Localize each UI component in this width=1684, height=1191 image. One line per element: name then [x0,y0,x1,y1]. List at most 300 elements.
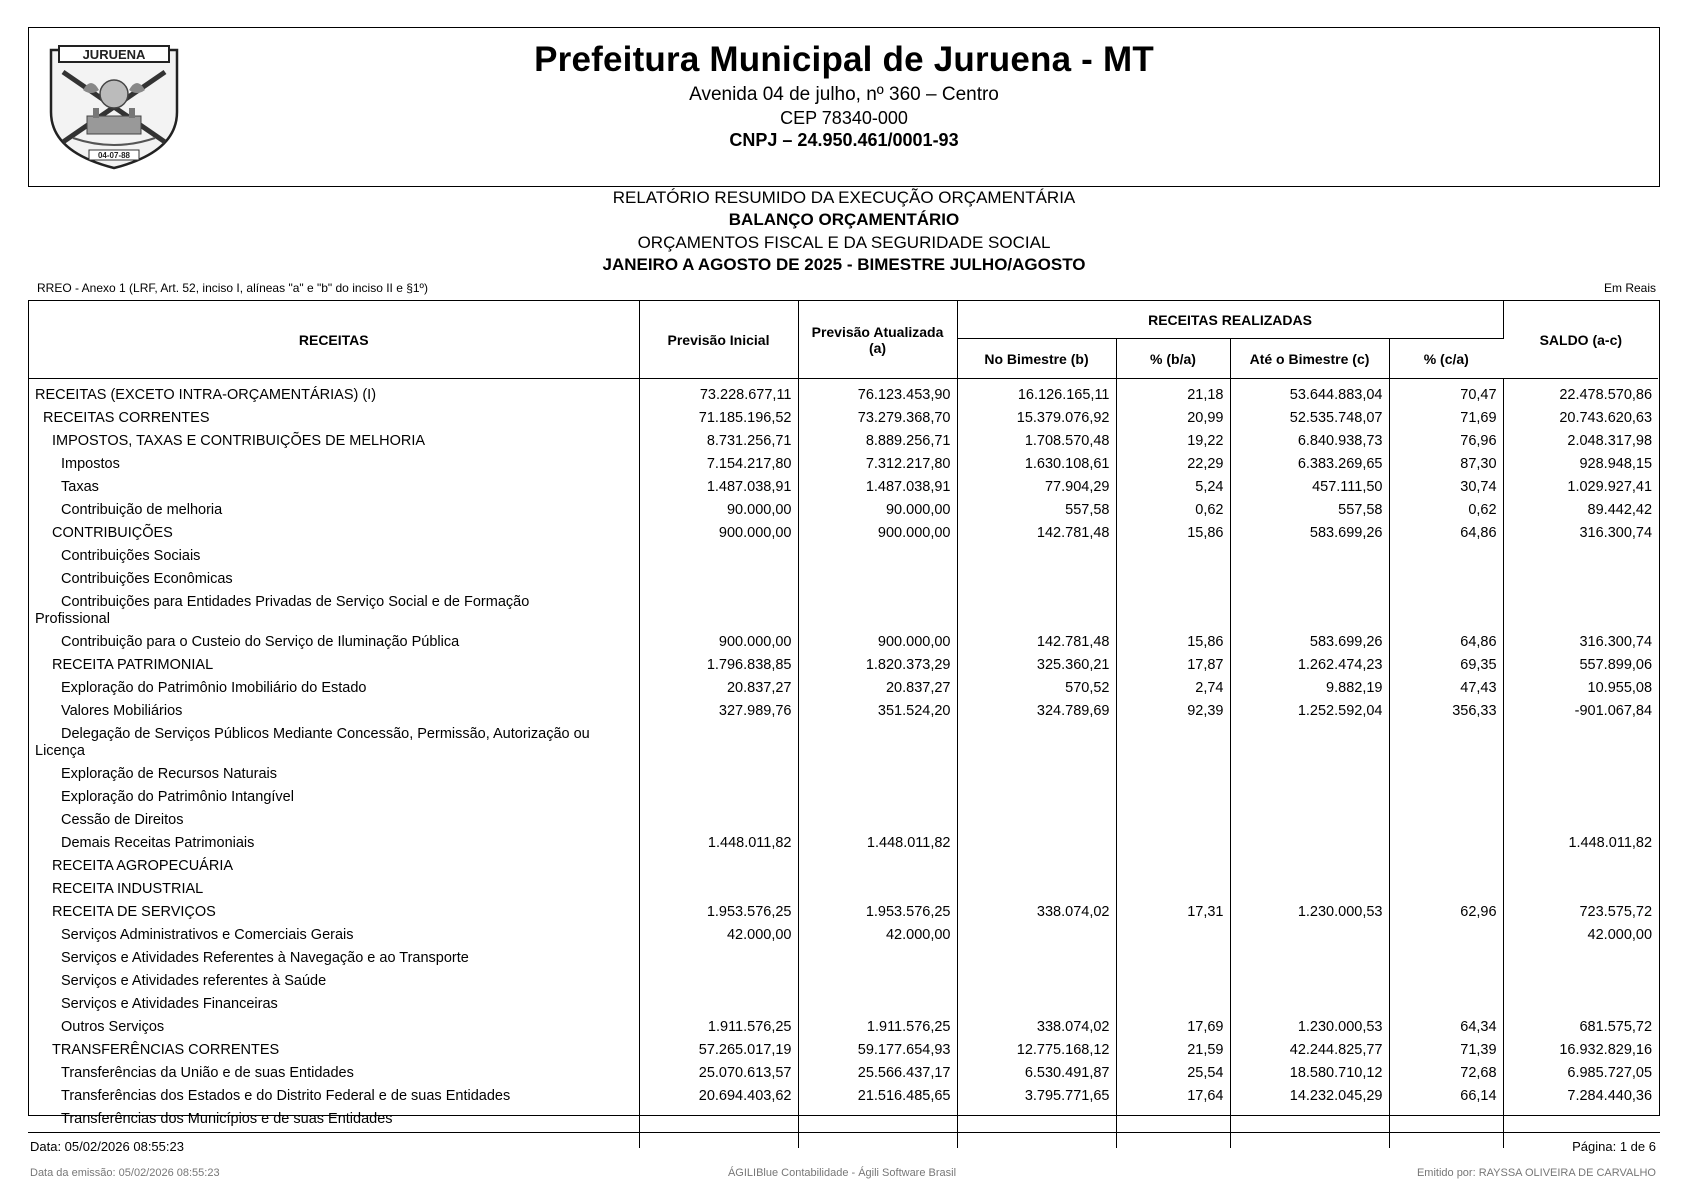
header-pct-ca: % (c/a) [1389,339,1503,379]
row-label-text: Demais Receitas Patrimoniais [61,835,255,851]
report-title-3: ORÇAMENTOS FISCAL E DA SEGURIDADE SOCIAL [637,233,1051,252]
previsao-inicial-cell: 1.487.038,91 [639,473,798,496]
header-previsao-atualizada: Previsão Atualizada (a) [798,301,957,379]
saldo-cell: 2.048.317,98 [1567,433,1653,449]
pct-ca-cell: 72,68 [1389,1059,1503,1082]
pct-ca-cell [1389,588,1503,628]
saldo-cell: 16.932.829,16 [1559,1042,1653,1058]
previsao-inicial-cell [639,967,798,990]
row-label [29,1036,639,1059]
table-row [29,1013,1658,1036]
header-pct-ba: % (b/a) [1116,339,1230,379]
table-row [29,379,1658,405]
ate-bimestre-cell: 1.230.000,53 [1230,898,1389,921]
row-label-text: RECEITA AGROPECUÁRIA [52,858,234,874]
previsao-inicial-cell [639,875,798,898]
row-label-text: Contribuição de melhoria [61,502,223,518]
previsao-atualizada-cell: 351.524,20 [798,697,957,720]
saldo-cell [1503,588,1658,628]
pct-ca-cell [1389,990,1503,1013]
table-row [29,829,1658,852]
ate-bimestre-cell [1230,565,1389,588]
ate-bimestre-cell [1230,806,1389,829]
previsao-inicial-cell [639,852,798,875]
row-label [29,967,639,990]
pct-ba-cell: 17,69 [1116,1013,1230,1036]
previsao-inicial-cell: 900.000,00 [639,628,798,651]
row-label [29,565,639,588]
previsao-inicial-cell: 20.694.403,62 [639,1082,798,1105]
ate-bimestre-cell: 1.252.592,04 [1230,697,1389,720]
budget-table-box [28,300,1660,1127]
pct-ba-cell [1116,588,1230,628]
no-bimestre-cell [957,967,1116,990]
row-label-text: Exploração de Recursos Naturais [61,766,277,782]
row-label-text: RECEITA DE SERVIÇOS [52,904,216,920]
previsao-inicial-cell [639,542,798,565]
pct-ba-cell [1116,565,1230,588]
pct-ba-cell [1116,967,1230,990]
row-label [29,783,639,806]
table-row [29,967,1658,990]
row-label [29,806,639,829]
pct-ba-cell: 17,31 [1116,898,1230,921]
table-row [29,806,1658,829]
table-row [29,1059,1658,1082]
table-row [29,519,1658,542]
header-no-bimestre: No Bimestre (b) [957,339,1116,379]
pct-ca-cell [1389,806,1503,829]
saldo-cell [1503,967,1658,990]
pct-ba-cell [1116,921,1230,944]
previsao-atualizada-cell: 76.123.453,90 [798,379,957,405]
row-label-text: IMPOSTOS, TAXAS E CONTRIBUIÇÕES DE MELHORIA [52,433,426,449]
pct-ba-cell: 22,29 [1116,450,1230,473]
pct-ca-cell [1389,783,1503,806]
pct-ba-cell: 17,64 [1116,1082,1230,1105]
saldo-cell: 681.575,72 [1579,1019,1653,1035]
ate-bimestre-cell: 18.580.710,12 [1230,1059,1389,1082]
previsao-inicial-cell: 25.070.613,57 [639,1059,798,1082]
org-address: Avenida 04 de julho, nº 360 – Centro [689,84,999,105]
previsao-atualizada-cell [798,1105,957,1128]
no-bimestre-cell [957,565,1116,588]
row-label-text: Outros Serviços [61,1019,165,1035]
org-cnpj: CNPJ – 24.950.461/0001-93 [729,130,959,150]
row-label [29,921,639,944]
no-bimestre-cell: 6.530.491,87 [957,1059,1116,1082]
header-ate-bimestre: Até o Bimestre (c) [1230,339,1389,379]
ate-bimestre-cell [1230,990,1389,1013]
table-row [29,473,1658,496]
table-row [29,852,1658,875]
pct-ba-cell: 20,99 [1116,404,1230,427]
saldo-cell: 22.478.570,86 [1559,387,1653,403]
pct-ca-cell [1389,1105,1503,1128]
previsao-atualizada-cell [798,588,957,628]
header-receitas-realizadas: RECEITAS REALIZADAS [957,301,1503,339]
previsao-atualizada-cell: 1.448.011,82 [798,829,957,852]
pct-ca-cell: 64,34 [1389,1013,1503,1036]
row-label [29,519,639,542]
no-bimestre-cell: 12.775.168,12 [957,1036,1116,1059]
ate-bimestre-cell [1230,760,1389,783]
ate-bimestre-cell [1230,783,1389,806]
filler-cell [957,1128,1116,1148]
row-label [29,697,639,720]
pct-ca-cell [1389,720,1503,760]
software-credit: ÁGILIBlue Contabilidade - Ágili Software Brasil [727,1167,957,1179]
ate-bimestre-cell: 457.111,50 [1230,473,1389,496]
no-bimestre-cell: 324.789,69 [957,697,1116,720]
table-row [29,990,1658,1013]
row-label [29,852,639,875]
ate-bimestre-cell: 53.644.883,04 [1230,379,1389,405]
previsao-inicial-cell [639,783,798,806]
ate-bimestre-cell [1230,967,1389,990]
previsao-atualizada-cell: 900.000,00 [798,628,957,651]
table-row [29,875,1658,898]
pct-ca-cell [1389,760,1503,783]
org-cep: CEP 78340-000 [780,108,908,128]
table-row [29,496,1658,519]
table-filler-row [29,1128,1658,1148]
pct-ba-cell [1116,1105,1230,1128]
row-label-text: Contribuições Econômicas [61,571,233,587]
emission-date: Data da emissão: 05/02/2026 08:55:23 [30,1167,220,1179]
row-label-text: Cessão de Direitos [61,812,184,828]
saldo-cell: 1.029.927,41 [1567,479,1653,495]
row-label [29,427,639,450]
no-bimestre-cell: 557,58 [957,496,1116,519]
row-label-text: Serviços e Atividades Financeiras [61,996,278,1012]
pct-ca-cell: 87,30 [1389,450,1503,473]
pct-ca-cell: 66,14 [1389,1082,1503,1105]
previsao-inicial-cell: 73.228.677,11 [639,379,798,405]
table-row [29,944,1658,967]
no-bimestre-cell [957,944,1116,967]
previsao-atualizada-cell: 25.566.437,17 [798,1059,957,1082]
saldo-cell [1503,565,1658,588]
previsao-inicial-cell: 90.000,00 [639,496,798,519]
previsao-atualizada-cell [798,565,957,588]
saldo-cell [1503,783,1658,806]
ate-bimestre-cell: 1.262.474,23 [1230,651,1389,674]
pct-ca-cell: 64,86 [1389,628,1503,651]
table-row [29,565,1658,588]
pct-ba-cell [1116,806,1230,829]
no-bimestre-cell [957,829,1116,852]
previsao-atualizada-cell [798,967,957,990]
previsao-inicial-cell: 71.185.196,52 [639,404,798,427]
no-bimestre-cell: 142.781,48 [957,628,1116,651]
ate-bimestre-cell: 1.230.000,53 [1230,1013,1389,1036]
pct-ba-cell: 19,22 [1116,427,1230,450]
saldo-cell: 6.985.727,05 [1567,1065,1653,1081]
previsao-atualizada-cell: 900.000,00 [798,519,957,542]
pct-ba-cell [1116,542,1230,565]
footer-page-number: Página: 1 de 6 [1572,1139,1656,1154]
row-label-text: Exploração do Patrimônio Intangível [61,789,294,805]
previsao-inicial-cell: 7.154.217,80 [639,450,798,473]
report-title-2: BALANÇO ORÇAMENTÁRIO [728,210,960,229]
previsao-atualizada-cell [798,542,957,565]
row-label-text: Transferências da União e de suas Entidades [61,1065,354,1081]
pct-ba-cell [1116,720,1230,760]
saldo-cell: 316.300,74 [1579,525,1653,541]
pct-ba-cell: 15,86 [1116,519,1230,542]
row-label [29,1013,639,1036]
currency-unit: Em Reais [1603,281,1656,295]
ate-bimestre-cell [1230,852,1389,875]
pct-ba-cell: 21,59 [1116,1036,1230,1059]
footer-divider [28,1132,1660,1133]
no-bimestre-cell: 325.360,21 [957,651,1116,674]
table-row [29,783,1658,806]
row-label [29,1059,639,1082]
ate-bimestre-cell: 583.699,26 [1230,519,1389,542]
row-label-text: RECEITAS (EXCETO INTRA-ORÇAMENTÁRIAS) (I) [35,387,377,403]
pct-ca-cell [1389,852,1503,875]
pct-ca-cell [1389,829,1503,852]
row-label [29,542,639,565]
no-bimestre-cell [957,806,1116,829]
previsao-inicial-cell [639,1105,798,1128]
previsao-atualizada-cell [798,990,957,1013]
previsao-inicial-cell [639,990,798,1013]
row-label-text: Impostos [61,456,120,472]
no-bimestre-cell [957,875,1116,898]
table-row [29,588,1658,628]
pct-ca-cell: 62,96 [1389,898,1503,921]
saldo-cell [1503,875,1658,898]
pct-ca-cell: 30,74 [1389,473,1503,496]
table-body [29,379,1658,1149]
ate-bimestre-cell: 42.244.825,77 [1230,1036,1389,1059]
ate-bimestre-cell: 557,58 [1230,496,1389,519]
row-label-text: Serviços Administrativos e Comerciais Gerais [61,927,354,943]
table-row [29,450,1658,473]
previsao-atualizada-cell [798,944,957,967]
filler-cell [798,1128,957,1148]
pct-ca-cell: 71,39 [1389,1036,1503,1059]
pct-ca-cell [1389,967,1503,990]
pct-ca-cell [1389,944,1503,967]
row-label [29,898,639,921]
previsao-atualizada-cell [798,875,957,898]
ate-bimestre-cell [1230,720,1389,760]
previsao-inicial-cell: 1.953.576,25 [639,898,798,921]
crest-date-text: 04-07-88 [97,151,131,160]
pct-ba-cell: 92,39 [1116,697,1230,720]
no-bimestre-cell [957,760,1116,783]
pct-ba-cell [1116,875,1230,898]
row-label-text: Serviços e Atividades referentes à Saúde [61,973,327,989]
previsao-atualizada-cell: 1.820.373,29 [798,651,957,674]
row-label-text: Exploração do Patrimônio Imobiliário do Estado [61,680,367,696]
table-row [29,760,1658,783]
no-bimestre-cell: 1.630.108,61 [957,450,1116,473]
pct-ca-cell: 64,86 [1389,519,1503,542]
no-bimestre-cell: 15.379.076,92 [957,404,1116,427]
ate-bimestre-cell: 6.383.269,65 [1230,450,1389,473]
pct-ba-cell [1116,760,1230,783]
header-box [28,27,1660,187]
previsao-atualizada-cell: 1.487.038,91 [798,473,957,496]
ate-bimestre-cell [1230,944,1389,967]
row-label-text: Taxas [61,479,99,495]
row-label [29,990,639,1013]
previsao-inicial-cell: 42.000,00 [639,921,798,944]
no-bimestre-cell: 570,52 [957,674,1116,697]
saldo-cell [1503,852,1658,875]
filler-cell [1116,1128,1230,1148]
previsao-atualizada-cell: 1.953.576,25 [798,898,957,921]
table-row [29,1082,1658,1105]
org-title: Prefeitura Municipal de Juruena - MT [534,40,1154,79]
pct-ca-cell: 69,35 [1389,651,1503,674]
pct-ba-cell: 21,18 [1116,379,1230,405]
saldo-cell [1503,1105,1658,1128]
crest-top-text: JURUENA [82,47,146,62]
pct-ba-cell: 0,62 [1116,496,1230,519]
filler-cell [639,1128,798,1148]
no-bimestre-cell: 16.126.165,11 [957,379,1116,405]
ate-bimestre-cell [1230,1105,1389,1128]
saldo-cell: 42.000,00 [1587,927,1653,943]
pct-ca-cell [1389,542,1503,565]
row-label-text: Valores Mobiliários [61,703,183,719]
saldo-cell [1503,760,1658,783]
report-period: JANEIRO A AGOSTO DE 2025 - BIMESTRE JULHO/AGOSTO [602,255,1086,274]
header-receitas: RECEITAS [29,301,639,379]
ate-bimestre-cell: 9.882,19 [1230,674,1389,697]
row-label [29,588,639,628]
row-label [29,875,639,898]
previsao-atualizada-cell: 73.279.368,70 [798,404,957,427]
row-label [29,674,639,697]
pct-ba-cell [1116,829,1230,852]
row-label [29,496,639,519]
pct-ca-cell [1389,875,1503,898]
table-row [29,427,1658,450]
no-bimestre-cell: 142.781,48 [957,519,1116,542]
pct-ca-cell: 47,43 [1389,674,1503,697]
row-label-text: RECEITA PATRIMONIAL [52,657,214,673]
ate-bimestre-cell [1230,875,1389,898]
pct-ba-cell [1116,852,1230,875]
no-bimestre-cell [957,1105,1116,1128]
row-label [29,944,639,967]
saldo-cell: -901.067,84 [1574,703,1653,719]
pct-ba-cell: 5,24 [1116,473,1230,496]
table-row [29,628,1658,651]
pct-ba-cell [1116,783,1230,806]
table-row [29,674,1658,697]
row-label [29,379,639,405]
no-bimestre-cell [957,990,1116,1013]
budget-table [29,301,1658,1148]
row-label-line-2: Licença [35,743,85,759]
row-label [29,1082,639,1105]
saldo-cell: 928.948,15 [1579,456,1653,472]
saldo-cell: 1.448.011,82 [1568,835,1653,851]
no-bimestre-cell: 338.074,02 [957,1013,1116,1036]
emitted-by: Emitido por: RAYSSA OLIVEIRA DE CARVALHO [1416,1167,1656,1179]
no-bimestre-cell [957,542,1116,565]
ate-bimestre-cell [1230,542,1389,565]
pct-ca-cell [1389,565,1503,588]
previsao-inicial-cell: 900.000,00 [639,519,798,542]
no-bimestre-cell [957,588,1116,628]
saldo-cell: 7.284.440,36 [1567,1088,1653,1104]
previsao-atualizada-cell [798,720,957,760]
previsao-inicial-cell [639,720,798,760]
previsao-atualizada-cell: 7.312.217,80 [798,450,957,473]
previsao-inicial-cell [639,944,798,967]
previsao-inicial-cell [639,588,798,628]
table-row [29,404,1658,427]
row-label [29,720,639,760]
filler-cell [1230,1128,1389,1148]
table-row [29,651,1658,674]
pct-ca-cell: 76,96 [1389,427,1503,450]
table-row [29,921,1658,944]
row-label-text: Transferências dos Municípios e de suas Entidades [61,1111,393,1127]
saldo-cell: 557.899,06 [1579,657,1653,673]
no-bimestre-cell: 77.904,29 [957,473,1116,496]
no-bimestre-cell: 1.708.570,48 [957,427,1116,450]
row-label [29,1105,639,1128]
row-label [29,829,639,852]
saldo-cell [1503,806,1658,829]
previsao-inicial-cell [639,760,798,783]
table-row [29,1036,1658,1059]
pct-ba-cell [1116,944,1230,967]
saldo-cell: 316.300,74 [1579,634,1653,650]
pct-ba-cell [1116,990,1230,1013]
previsao-inicial-cell: 8.731.256,71 [639,427,798,450]
footer-date: Data: 05/02/2026 08:55:23 [30,1139,184,1154]
no-bimestre-cell [957,852,1116,875]
ate-bimestre-cell: 52.535.748,07 [1230,404,1389,427]
filler-cell [1389,1128,1503,1148]
ate-bimestre-cell [1230,588,1389,628]
saldo-cell [1503,720,1658,760]
report-title-1: RELATÓRIO RESUMIDO DA EXECUÇÃO ORÇAMENTÁRIA [612,188,1076,207]
row-label [29,760,639,783]
saldo-cell [1503,944,1658,967]
pct-ba-cell: 17,87 [1116,651,1230,674]
no-bimestre-cell: 338.074,02 [957,898,1116,921]
pct-ca-cell: 356,33 [1389,697,1503,720]
previsao-atualizada-cell [798,806,957,829]
pct-ca-cell: 0,62 [1389,496,1503,519]
ate-bimestre-cell: 14.232.045,29 [1230,1082,1389,1105]
previsao-inicial-cell: 1.796.838,85 [639,651,798,674]
previsao-atualizada-cell: 1.911.576,25 [798,1013,957,1036]
annex-reference: RREO - Anexo 1 (LRF, Art. 52, inciso I, alíneas "a" e "b" do inciso II e §1º) [37,281,428,295]
previsao-inicial-cell: 57.265.017,19 [639,1036,798,1059]
ate-bimestre-cell [1230,829,1389,852]
header-saldo: SALDO (a-c) [1503,301,1658,379]
row-label-line-1: Delegação de Serviços Públicos Mediante Concessão, Permissão, Autorização ou [61,726,590,742]
previsao-inicial-cell: 20.837,27 [639,674,798,697]
table-row [29,1105,1658,1128]
ate-bimestre-cell: 583.699,26 [1230,628,1389,651]
row-label-text: RECEITA INDUSTRIAL [52,881,204,897]
ate-bimestre-cell: 6.840.938,73 [1230,427,1389,450]
